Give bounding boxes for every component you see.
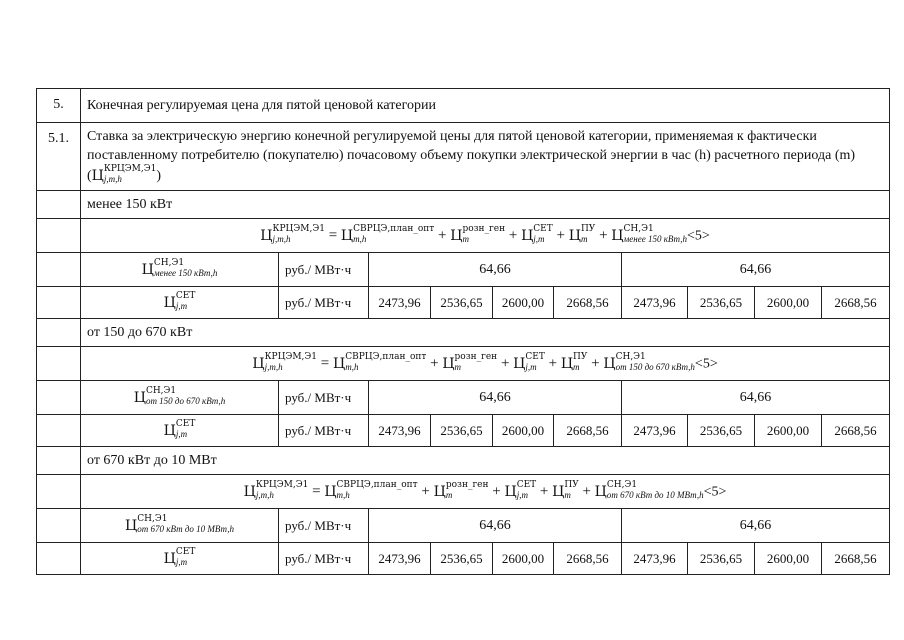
- group-label: от 150 до 670 кВт: [81, 319, 890, 347]
- unit-label: руб./ МВт·ч: [279, 509, 369, 543]
- set-value-cell: 2536,65: [688, 415, 755, 447]
- set-value-cell: 2536,65: [688, 287, 755, 319]
- set-value-cell: 2600,00: [493, 543, 554, 575]
- footnote-ref: <5>: [703, 484, 727, 500]
- empty-cell: [37, 191, 81, 219]
- empty-cell: [37, 219, 81, 253]
- empty-cell: [37, 253, 81, 287]
- set-value-cell: 2600,00: [493, 287, 554, 319]
- set-value-cell: 2473,96: [369, 415, 431, 447]
- empty-cell: [37, 475, 81, 509]
- set-value-cell: 2536,65: [431, 543, 493, 575]
- section-5-row: [37, 89, 890, 123]
- group-label-row: [37, 447, 890, 475]
- set-value-cell: 2536,65: [688, 543, 755, 575]
- unit-label: руб./ МВт·ч: [279, 543, 369, 575]
- set-rate-row: [37, 415, 890, 447]
- set-value-cell: 2473,96: [622, 415, 688, 447]
- sn-value-1: 64,66: [369, 381, 622, 415]
- empty-cell: [37, 509, 81, 543]
- set-value-cell: 2473,96: [369, 287, 431, 319]
- unit-label: руб./ МВт·ч: [279, 381, 369, 415]
- set-rate-row: [37, 287, 890, 319]
- sn-symbol: Ц СН,Э1 от 670 кВт до 10 МВт,h: [81, 509, 279, 543]
- formula: Ц КРЦЭМ,Э1 j,m,h = Ц СВРЦЭ,план_опт m,h + Ц розн_ген m + Ц СЕТ j,m + Ц ПУ m + Ц СН,Э1 от 670 кВт до 10 МВт,h <5>: [81, 475, 890, 509]
- unit-label: руб./ МВт·ч: [279, 253, 369, 287]
- set-value-cell: 2668,56: [554, 415, 622, 447]
- section-5-title: Конечная регулируемая цена для пятой ценовой категории: [81, 89, 890, 123]
- unit-label: руб./ МВт·ч: [279, 287, 369, 319]
- tariff-table: [36, 88, 890, 575]
- empty-cell: [37, 287, 81, 319]
- set-value-cell: 2600,00: [755, 287, 822, 319]
- sn-rate-row: [37, 253, 890, 287]
- set-value-cell: 2473,96: [369, 543, 431, 575]
- footnote-ref: <5>: [686, 228, 710, 244]
- empty-cell: [37, 447, 81, 475]
- unit-label: руб./ МВт·ч: [279, 415, 369, 447]
- formula: Ц КРЦЭМ,Э1 j,m,h = Ц СВРЦЭ,план_опт m,h + Ц розн_ген m + Ц СЕТ j,m + Ц ПУ m + Ц СН,Э1 от 150 до 670 кВт,h <5>: [81, 347, 890, 381]
- formula-row: [37, 475, 890, 509]
- set-value-cell: 2536,65: [431, 415, 493, 447]
- set-value-cell: 2536,65: [431, 287, 493, 319]
- sn-rate-row: [37, 509, 890, 543]
- sn-rate-row: [37, 381, 890, 415]
- sn-value-2: 64,66: [622, 253, 890, 287]
- set-value-cell: 2600,00: [755, 415, 822, 447]
- set-symbol: Ц СЕТ j,m: [81, 287, 279, 319]
- empty-cell: [37, 415, 81, 447]
- set-symbol: Ц СЕТ j,m: [81, 543, 279, 575]
- sn-value-2: 64,66: [622, 381, 890, 415]
- group-label-row: [37, 319, 890, 347]
- set-value-cell: 2473,96: [622, 543, 688, 575]
- empty-cell: [37, 319, 81, 347]
- empty-cell: [37, 347, 81, 381]
- section-5-1-number: 5.1.: [37, 123, 81, 191]
- group-label: от 670 кВт до 10 МВт: [81, 447, 890, 475]
- set-value-cell: 2668,56: [554, 543, 622, 575]
- set-value-cell: 2668,56: [554, 287, 622, 319]
- group-label-row: [37, 191, 890, 219]
- formula-row: [37, 347, 890, 381]
- set-value-cell: 2668,56: [822, 543, 890, 575]
- group-label: менее 150 кВт: [81, 191, 890, 219]
- formula-row: [37, 219, 890, 253]
- empty-cell: [37, 543, 81, 575]
- section-5-1-symbol: Ц КРЦЭМ,Э1 j,m,h: [91, 164, 157, 184]
- set-value-cell: 2668,56: [822, 287, 890, 319]
- section-5-1-row: [37, 123, 890, 191]
- empty-cell: [37, 381, 81, 415]
- section-5-1-text: Ставка за электрическую энергию конечной регулируемой цены для пятой ценовой категории, применяемая к фактически поставленному потребителю (покупателю) почасовому объему покупки электрической энергии в час (h) расчетного периода (m) (Ц КРЦЭМ,Э1 j,m,h ): [81, 123, 890, 191]
- section-5-number: 5.: [37, 89, 81, 123]
- sn-value-1: 64,66: [369, 253, 622, 287]
- set-symbol: Ц СЕТ j,m: [81, 415, 279, 447]
- set-value-cell: 2473,96: [622, 287, 688, 319]
- section-5-1-description: Ставка за электрическую энергию конечной регулируемой цены для пятой ценовой категории, применяемая к фактически поставленному потребителю (покупателю) почасовому объему покупки электрической энергии в час (h) расчетного периода (m) (: [87, 129, 856, 184]
- sn-value-2: 64,66: [622, 509, 890, 543]
- set-rate-row: [37, 543, 890, 575]
- footnote-ref: <5>: [694, 356, 718, 372]
- formula: Ц КРЦЭМ,Э1 j,m,h = Ц СВРЦЭ,план_опт m,h + Ц розн_ген m + Ц СЕТ j,m + Ц ПУ m + Ц СН,Э1 менее 150 кВт,h <5>: [81, 219, 890, 253]
- sn-symbol: Ц СН,Э1 менее 150 кВт,h: [81, 253, 279, 287]
- sn-symbol: Ц СН,Э1 от 150 до 670 кВт,h: [81, 381, 279, 415]
- set-value-cell: 2668,56: [822, 415, 890, 447]
- sn-value-1: 64,66: [369, 509, 622, 543]
- set-value-cell: 2600,00: [493, 415, 554, 447]
- set-value-cell: 2600,00: [755, 543, 822, 575]
